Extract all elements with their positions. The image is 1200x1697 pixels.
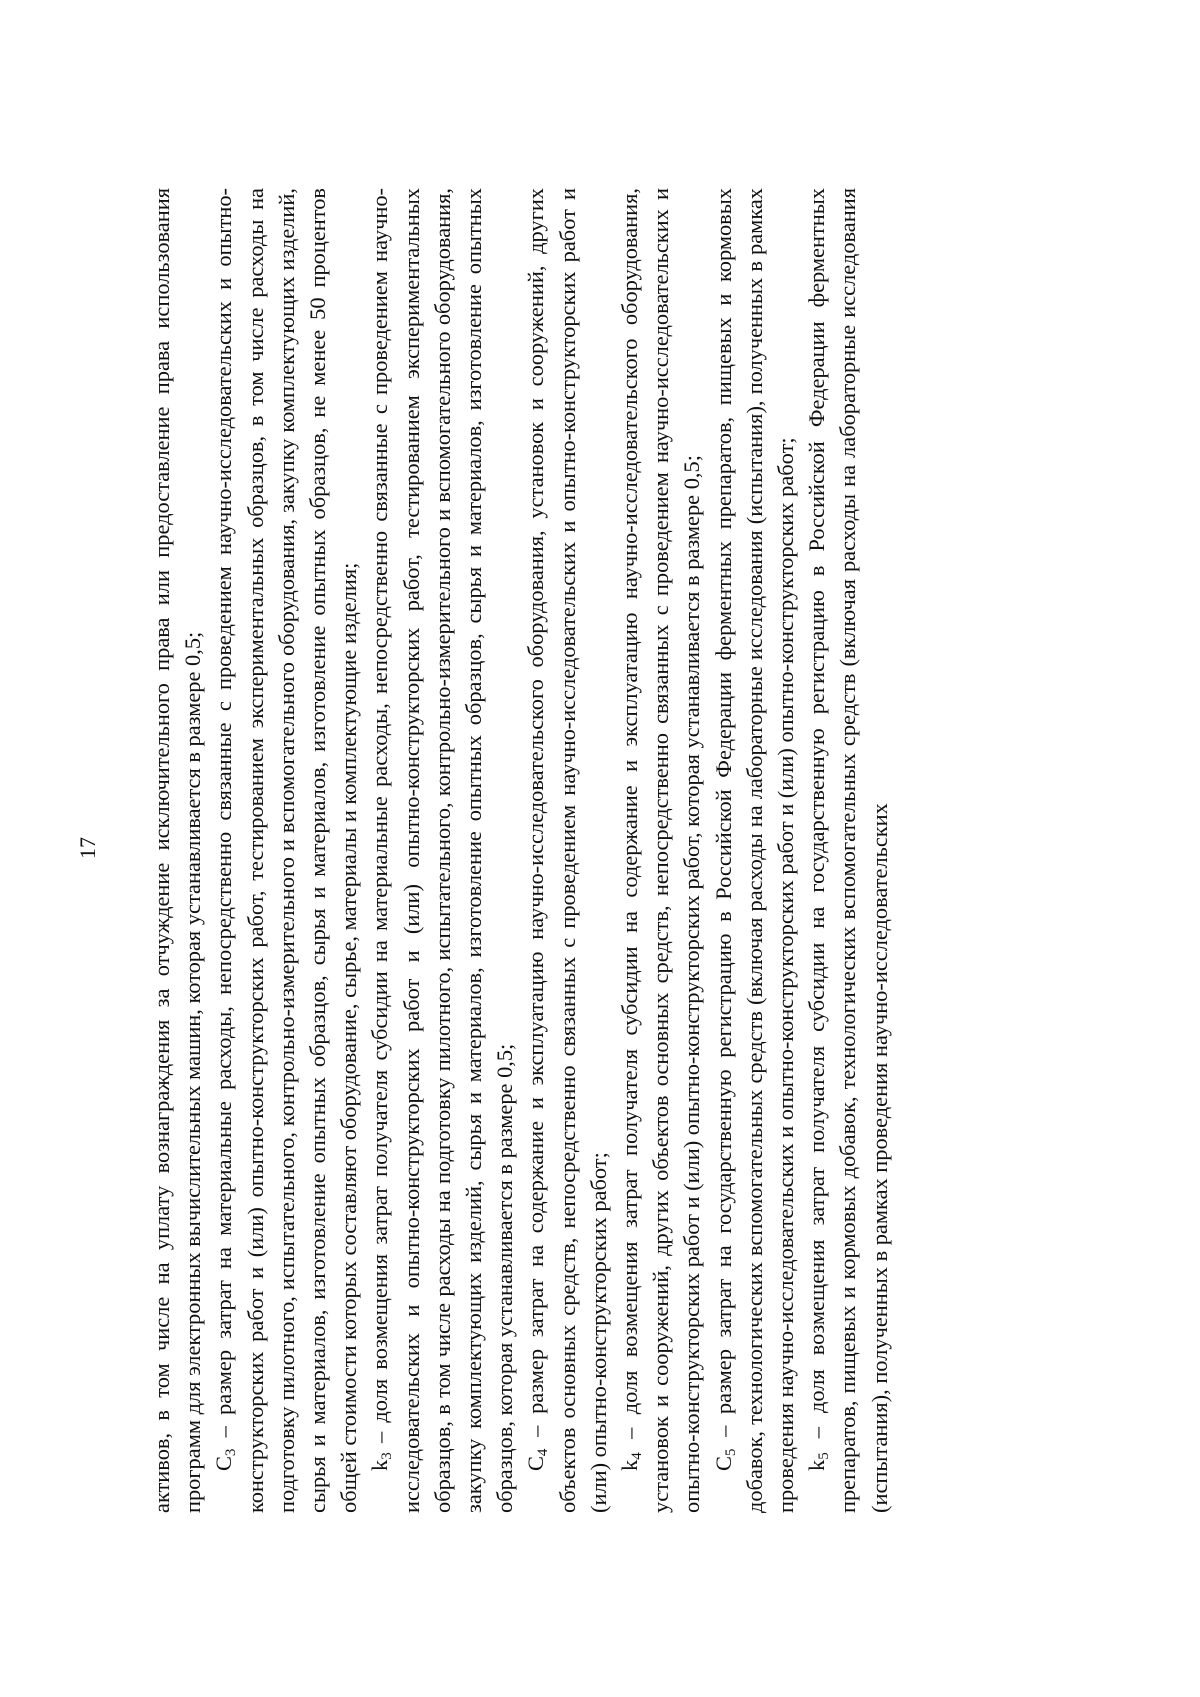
paragraph-text: – доля возмещения затрат получателя субсидии на содержание и эксплуатацию научно-исследовательского оборудования, установок и сооружений, других объектов основных средств, непосредственно связанных с проведением научно-исследовательских и опытно-конструкторских работ и (или) опытно-конструкторских работ, которая устанавливается в размере 0,5; <box>617 188 705 1513</box>
paragraph-k3-definition <box>364 188 520 1513</box>
page-number: 17 <box>75 837 100 859</box>
paragraph-k4-definition <box>614 188 708 1513</box>
formula-symbol: C <box>710 1456 736 1471</box>
formula-symbol: k <box>804 1459 830 1471</box>
formula-symbol: C <box>211 1456 237 1471</box>
formula-subscript: 3 <box>223 1448 240 1457</box>
paragraph-text: – размер затрат на материальные расходы, непосредственно связанные с проведением научно-исследовательских и опытно-конструкторских работ и (или) опытно-конструкторских работ, тестированием экспериментальных образцов, в том числе расходы на подготовку пилотного, испытательного, контрольно-измерительного и вспомогательного оборудования, закупку комплектующих изделий, сырья и материалов, изготовление опытных образцов, сырья и материалов, изготовление опытных образцов, не менее 50 процентов общей стоимости которых составляют оборудование, сырье, материалы и комплектующие изделия; <box>211 188 362 1513</box>
formula-symbol: C <box>523 1456 549 1471</box>
paragraph-c3-definition <box>208 188 364 1513</box>
paragraph-1 <box>146 188 208 1513</box>
paragraph-k5-definition <box>801 188 895 1513</box>
formula-symbol: k <box>617 1459 643 1471</box>
paragraph-text: – доля возмещения затрат получателя субсидии на материальные расходы, непосредственно связанные с проведением научно-исследовательских и опытно-конструкторских работ и (или) опытно-конструкторских работ, тестированием экспериментальных образцов, в том числе расходы на подготовку пилотного, испытательного, контрольно-измерительного и вспомогательного оборудования, закупку комплектующих изделий, сырья и материалов, изготовление опытных образцов, сырья и материалов, изготовление опытных образцов, которая устанавливается в размере 0,5; <box>367 188 518 1513</box>
formula-subscript: 5 <box>722 1448 739 1457</box>
formula-symbol: k <box>367 1459 393 1471</box>
paragraph-c4-definition <box>520 188 614 1513</box>
formula-subscript: 4 <box>535 1448 552 1457</box>
formula-subscript: 3 <box>379 1452 396 1460</box>
paragraph-text: – доля возмещения затрат получателя субсидии на государственную регистрацию в Российской Федерации ферментных препаратов, пищевых и кормовых добавок, технологических вспомогательных средств (включая расходы на лабораторные исследования (испытания), полученных в рамках проведения научно-исследовательских <box>804 188 892 1513</box>
formula-subscript: 4 <box>629 1452 646 1460</box>
formula-subscript: 5 <box>816 1452 833 1460</box>
paragraph-text: активов, в том числе на уплату вознаграждения за отчуждение исключительного права или предоставление права использования программ для электронных вычислительных машин, которая устанавливается в размере 0,5; <box>149 188 206 1513</box>
document-body <box>146 188 895 1513</box>
paragraph-c5-definition <box>708 188 802 1513</box>
paragraph-text: – размер затрат на содержание и эксплуатацию научно-исследовательского оборудования, установок и сооружений, других объектов основных средств, непосредственно связанных с проведением научно-исследовательских и опытно-конструкторских работ и (или) опытно-конструкторских работ; <box>523 188 611 1513</box>
paragraph-text: – размер затрат на государственную регистрацию в Российской Федерации ферментных препаратов, пищевых и кормовых добавок, технологических вспомогательных средств (включая расходы на лабораторные исследования (испытания), полученных в рамках проведения научно-исследовательских и опытно-конструкторских работ и (или) опытно-конструкторских работ; <box>710 188 799 1513</box>
document-page <box>50 68 1150 1628</box>
